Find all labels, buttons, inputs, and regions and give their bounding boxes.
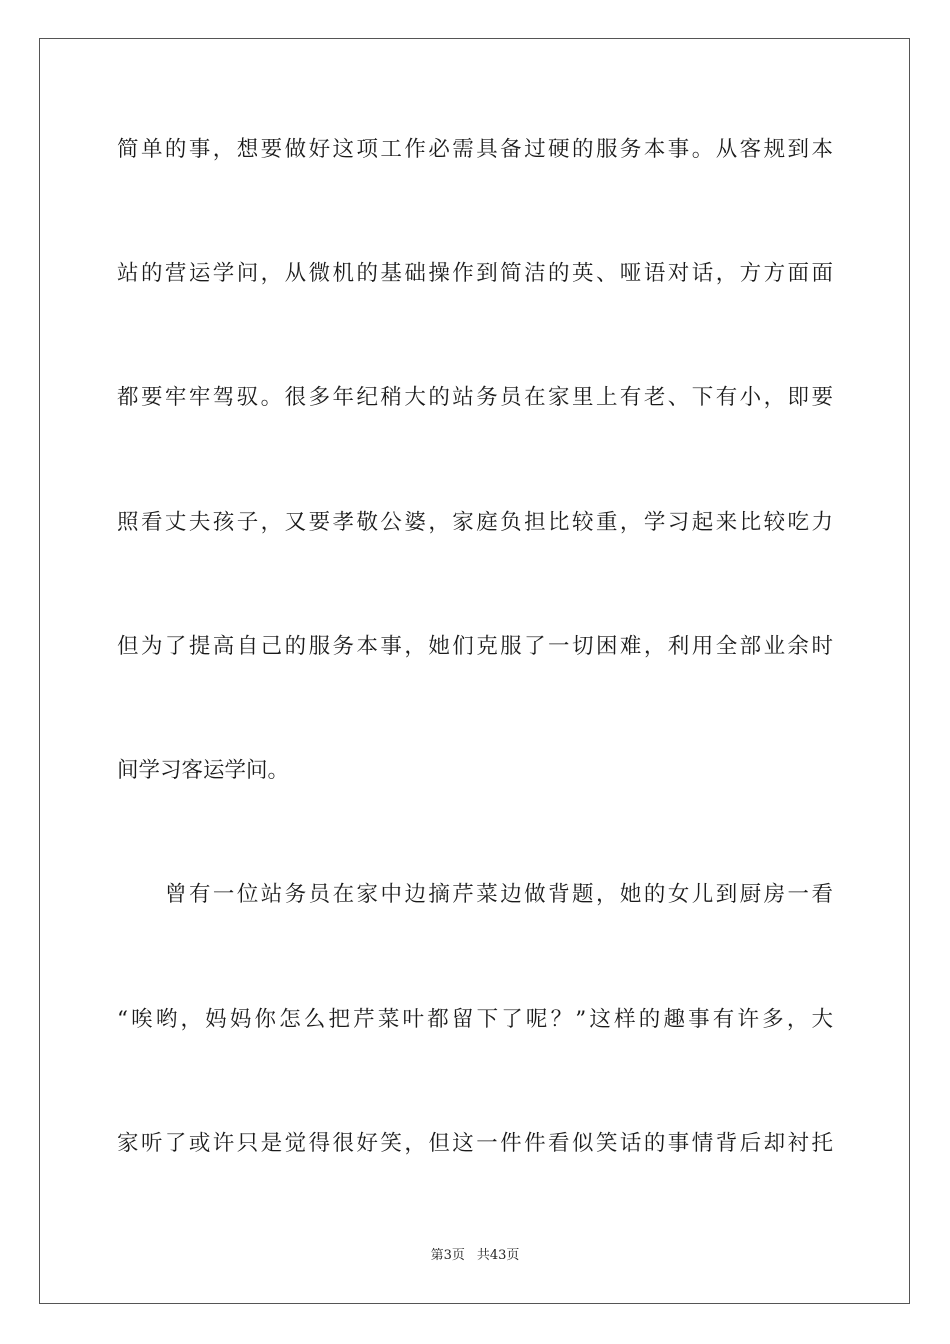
body-text-line-5: 但为了提高自己的服务本事，她们克服了一切困难，利用全部业余时	[117, 634, 833, 659]
page-total: 共43页	[476, 1248, 520, 1263]
page-number: 第3页	[430, 1248, 465, 1263]
body-text-line-4: 照看丈夫孩子，又要孝敬公婆，家庭负担比较重，学习起来比较吃力	[117, 510, 833, 535]
body-text-line-3: 都要牢牢驾驭。很多年纪稍大的站务员在家里上有老、下有小，即要	[117, 385, 833, 410]
page-footer	[0, 1246, 950, 1266]
body-text-line-2: 站的营运学问，从微机的基础操作到简洁的英、哑语对话，方方面面	[117, 261, 833, 286]
body-text-line-9: 家听了或许只是觉得很好笑，但这一件件看似笑话的事情背后却衬托	[117, 1131, 833, 1156]
body-text-line-6: 间学习客运学问。	[117, 758, 290, 783]
body-text-line-8: “唉哟，妈妈你怎么把芹菜叶都留下了呢？”这样的趣事有许多，大	[117, 1007, 833, 1032]
page-border	[39, 38, 910, 1304]
body-text-line-1: 简单的事，想要做好这项工作必需具备过硬的服务本事。从客规到本	[117, 137, 833, 162]
paragraph-first-line: 曾有一位站务员在家中边摘芹菜边做背题，她的女儿到厨房一看	[165, 882, 833, 907]
